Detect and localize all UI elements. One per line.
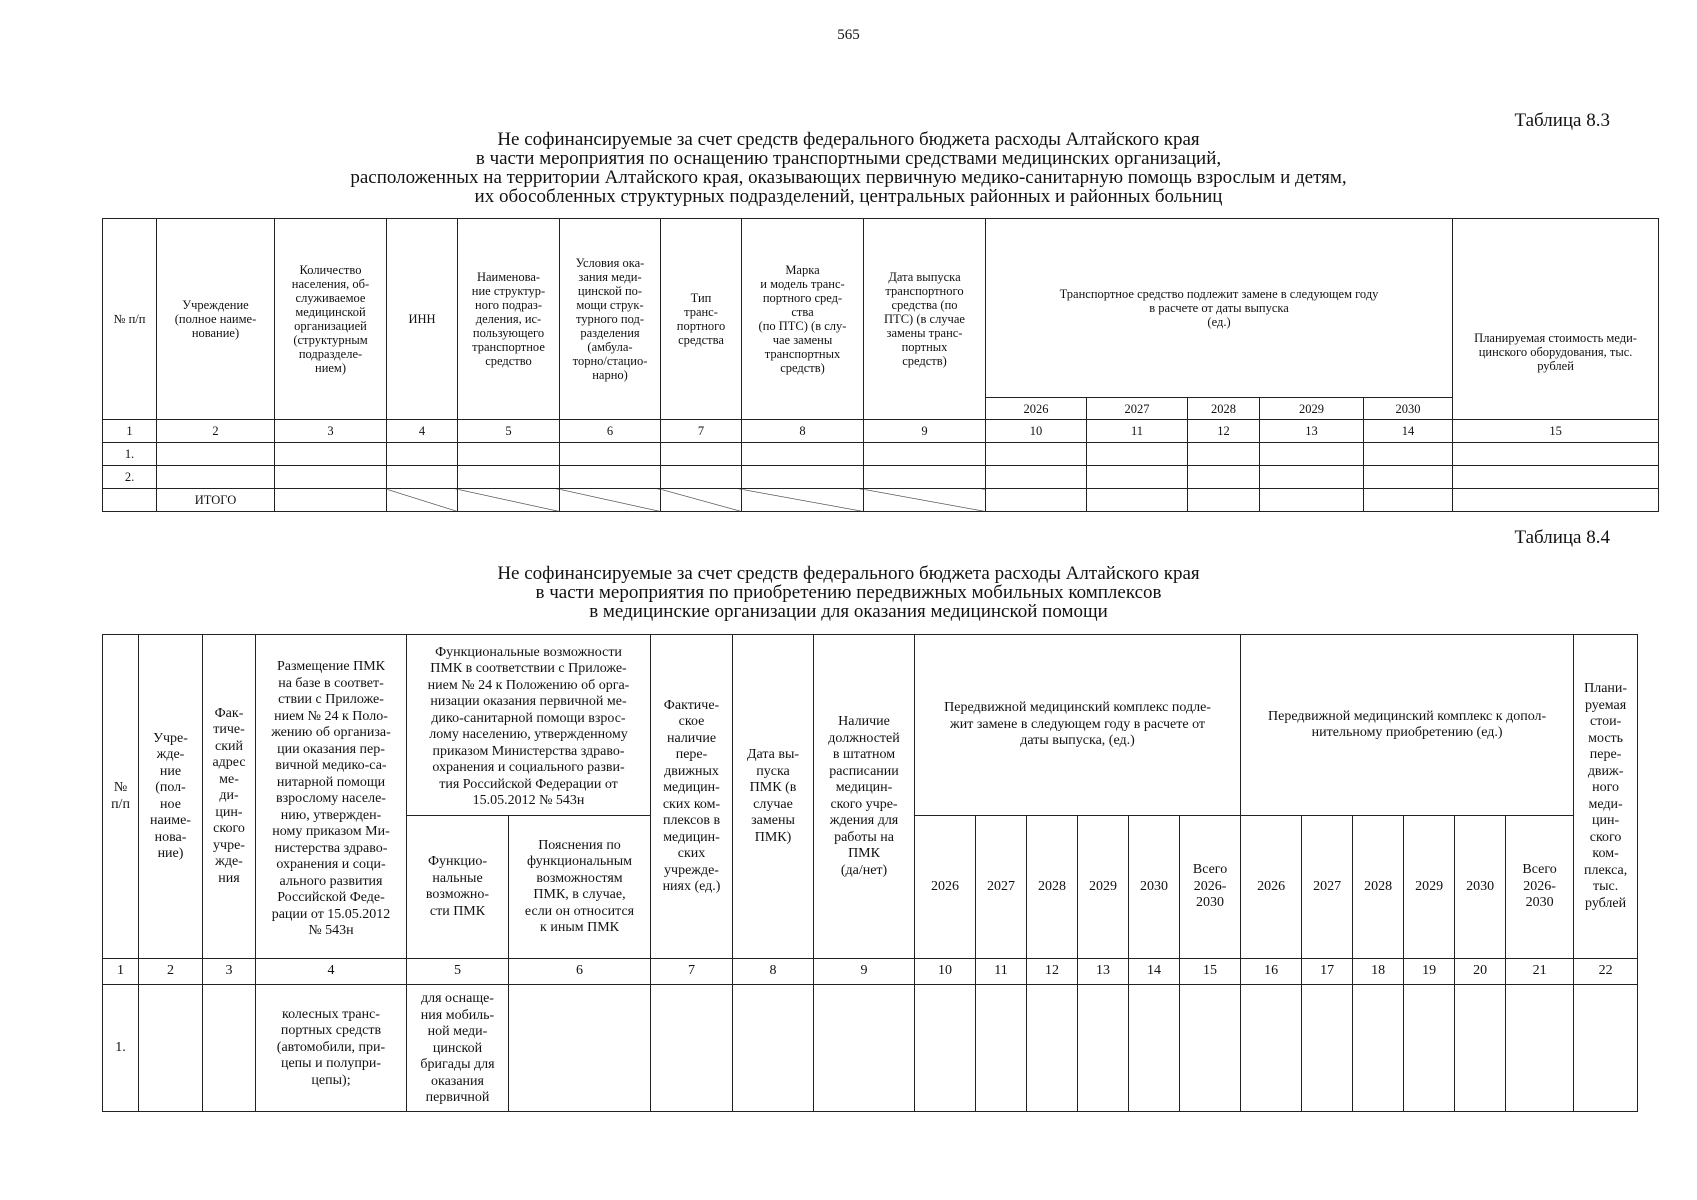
header-explanations: Пояснения по функциональным возможностям ПМК, в случае, если он относится к иным ПМК: [509, 816, 651, 959]
header-year: 2027: [976, 816, 1027, 959]
column-number: 7: [651, 959, 733, 985]
column-number: 9: [864, 420, 986, 443]
column-number: 8: [733, 959, 814, 985]
table-row: [103, 985, 1638, 1112]
table-8-4-title: [0, 564, 1697, 621]
header-care-conditions: Условия ока- зания меди- цинской по- мощи струк- турного под- разделения (амбула- торно/стацио- нарно): [560, 219, 661, 420]
header-year: 2029: [1260, 398, 1364, 420]
column-number: 8: [742, 420, 864, 443]
header-address: Фак- тиче- ский адрес ме- ди- цин- ского учре- жде- ния: [203, 635, 256, 959]
column-number: 5: [407, 959, 509, 985]
header-vehicle-type: Тип транс- портного средства: [661, 219, 742, 420]
title-line: в части мероприятия по приобретению передвижных мобильных комплексов: [535, 582, 1162, 603]
header-year: 2028: [1027, 816, 1078, 959]
slash-cell: [458, 489, 560, 512]
column-number: 1: [103, 959, 139, 985]
header-year: 2026: [986, 398, 1087, 420]
column-number: 3: [275, 420, 387, 443]
header-additional-group: Передвижной медицинский комплекс к допол- нительному приобретению (ед.): [1241, 635, 1574, 816]
slash-cell: [661, 489, 742, 512]
header-planned-cost: Планируемая стоимость меди- цинского оборудования, тыс. рублей: [1453, 219, 1659, 420]
slash-cell: [560, 489, 661, 512]
header-actual-presence: Фактиче- ское наличие пере- движных медицин- ских ком- плексов в медицин- ских учрежде- ниях (ед.): [651, 635, 733, 959]
row-number: 1.: [103, 985, 139, 1112]
column-numbers-row: [103, 959, 1638, 985]
header-year: 2028: [1188, 398, 1260, 420]
slash-cell: [864, 489, 986, 512]
column-number: 2: [139, 959, 203, 985]
row-placement-text: колесных транс- портных средств (автомобили, при- цепы и полупри- цепы);: [256, 985, 407, 1112]
column-number: 21: [1506, 959, 1574, 985]
column-number: 9: [814, 959, 915, 985]
header-staff-positions: Наличие должностей в штатном расписании медицин- ского учре- ждения для работы на ПМК (да/нет): [814, 635, 915, 959]
column-number: 6: [509, 959, 651, 985]
header-total: Всего 2026- 2030: [1506, 816, 1574, 959]
column-number: 3: [203, 959, 256, 985]
header-population: Количество населения, об- служиваемое медицинской организацией (структурным подразделе- нием): [275, 219, 387, 420]
row-number: 1.: [103, 443, 157, 466]
column-number: 15: [1453, 420, 1659, 443]
title-line: расположенных на территории Алтайского края, оказывающих первичную медико-санитарную помощь взрослым и детям,: [350, 167, 1347, 188]
column-number: 5: [458, 420, 560, 443]
slash-cell: [742, 489, 864, 512]
header-year: 2026: [1241, 816, 1302, 959]
header-year: 2030: [1455, 816, 1506, 959]
column-number: 22: [1574, 959, 1638, 985]
total-row: [103, 489, 1659, 512]
header-year: 2029: [1404, 816, 1455, 959]
title-line: в медицинские организации для оказания медицинской помощи: [589, 601, 1108, 622]
table-8-4: [102, 634, 1638, 1112]
row-functional-text: для оснаще- ния мобиль- ной меди- цинской бригады для оказания первичной: [407, 985, 509, 1112]
column-number: 4: [256, 959, 407, 985]
table-8-4-label: Таблица 8.4: [1514, 527, 1610, 548]
column-number: 16: [1241, 959, 1302, 985]
column-number: 11: [1087, 420, 1188, 443]
header-year: 2027: [1087, 398, 1188, 420]
title-line: Не софинансируемые за счет средств федерального бюджета расходы Алтайского края: [497, 129, 1200, 150]
title-line: их обособленных структурных подразделений, центральных районных и районных больниц: [474, 186, 1223, 207]
column-number: 20: [1455, 959, 1506, 985]
table-row: [103, 466, 1659, 489]
column-number: 13: [1260, 420, 1364, 443]
header-total: Всего 2026- 2030: [1180, 816, 1241, 959]
slash-cell: [387, 489, 458, 512]
page-number: 565: [837, 27, 860, 43]
header-year: 2029: [1078, 816, 1129, 959]
column-number: 18: [1353, 959, 1404, 985]
header-year: 2028: [1353, 816, 1404, 959]
table-8-3-title: [0, 130, 1697, 206]
total-label: ИТОГО: [157, 489, 275, 512]
column-number: 1: [103, 420, 157, 443]
column-numbers-row: [103, 420, 1659, 443]
header-functional-group: Функциональные возможности ПМК в соответствии с Приложе- нием № 24 к Положению об орга- низации оказания первичной ме- дико-санитарной помощи взрос- лому населению, утвержденному приказом Министерства здраво- охранения и социального разви- тия Российской Федерации от 15.05.2012 № 543н: [407, 635, 651, 816]
header-year: 2030: [1364, 398, 1453, 420]
column-number: 12: [1027, 959, 1078, 985]
column-number: 12: [1188, 420, 1260, 443]
header-inn: ИНН: [387, 219, 458, 420]
column-number: 14: [1129, 959, 1180, 985]
header-year: 2030: [1129, 816, 1180, 959]
header-placement: Размещение ПМК на базе в соответ- ствии с Приложе- нием № 24 к Поло- жению об организа- ции оказания пер- вичной медико-са- нитарной помощи взрослому населе- нию, утвержден- ному приказом Ми- нистерства здраво- охранения и соци- ального развития Российской Феде- рации от 15.05.2012 № 543н: [256, 635, 407, 959]
title-line: Не софинансируемые за счет средств федерального бюджета расходы Алтайского края: [497, 563, 1200, 584]
column-number: 14: [1364, 420, 1453, 443]
header-year: 2026: [915, 816, 976, 959]
title-line: в части мероприятия по оснащению транспортными средствами медицинских организаций,: [475, 148, 1222, 169]
table-row: [103, 443, 1659, 466]
column-number: 13: [1078, 959, 1129, 985]
column-number: 10: [915, 959, 976, 985]
column-number: 6: [560, 420, 661, 443]
header-num: № п/п: [103, 219, 157, 420]
header-year: 2027: [1302, 816, 1353, 959]
header-institution: Учре- жде- ние (пол- ное наиме- нова- ние): [139, 635, 203, 959]
header-functional-capabilities: Функцио- нальные возможно- сти ПМК: [407, 816, 509, 959]
column-number: 2: [157, 420, 275, 443]
table-8-3-label: Таблица 8.3: [1514, 110, 1610, 131]
column-number: 11: [976, 959, 1027, 985]
table-8-3: [102, 218, 1659, 512]
column-number: 4: [387, 420, 458, 443]
header-vehicle-model: Марка и модель транс- портного сред- ства (по ПТС) (в слу- чае замены транспортных средств): [742, 219, 864, 420]
column-number: 19: [1404, 959, 1455, 985]
column-number: 10: [986, 420, 1087, 443]
header-release-date: Дата вы- пуска ПМК (в случае замены ПМК): [733, 635, 814, 959]
header-replacement-group: Транспортное средство подлежит замене в следующем году в расчете от даты выпуска (ед.): [986, 219, 1453, 398]
column-number: 17: [1302, 959, 1353, 985]
column-number: 15: [1180, 959, 1241, 985]
header-replacement-group: Передвижной медицинский комплекс подле- жит замене в следующем году в расчете от даты выпуска, (ед.): [915, 635, 1241, 816]
header-planned-cost: Плани- руемая стои- мость пере- движ- ного меди- цин- ского ком- плекса, тыс. рублей: [1574, 635, 1638, 959]
header-num: № п/п: [103, 635, 139, 959]
column-number: 7: [661, 420, 742, 443]
header-release-date: Дата выпуска транспортного средства (по ПТС) (в случае замены транс- портных средств): [864, 219, 986, 420]
header-subdivision-name: Наименова- ние структур- ного подраз- деления, ис- пользующего транспортное средство: [458, 219, 560, 420]
header-institution: Учреждение (полное наиме- нование): [157, 219, 275, 420]
row-number: 2.: [103, 466, 157, 489]
